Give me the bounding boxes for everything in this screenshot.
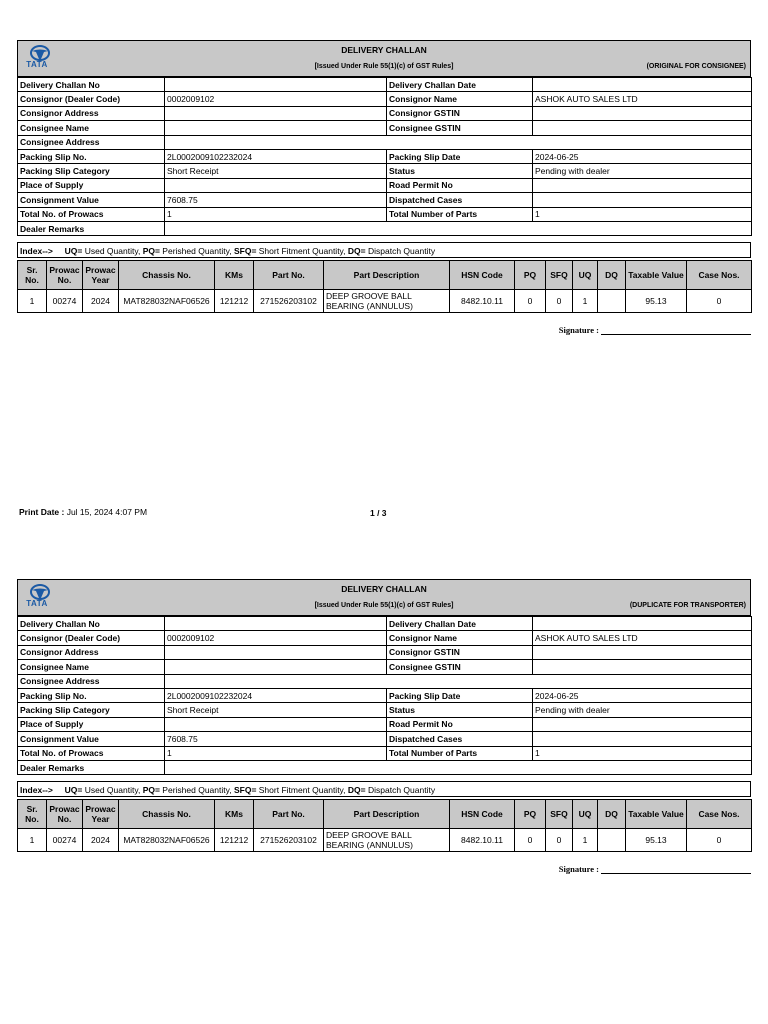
info-value: Pending with dealer: [533, 164, 752, 178]
parts-cell: 00274: [47, 829, 83, 852]
info-label: Consignor GSTIN: [387, 645, 533, 659]
info-row: [18, 92, 752, 106]
info-value: 0002009102: [165, 631, 387, 645]
info-value: [533, 645, 752, 659]
info-label: Consignee Name: [18, 121, 165, 135]
info-row: [18, 746, 752, 760]
info-row: [18, 717, 752, 731]
info-value: [165, 660, 387, 674]
parts-column-header: HSN Code: [450, 800, 515, 829]
parts-column-header: Chassis No.: [119, 800, 215, 829]
info-label: Status: [387, 164, 533, 178]
info-label: Packing Slip No.: [18, 688, 165, 702]
parts-cell: 00274: [47, 290, 83, 313]
info-value: [533, 121, 752, 135]
info-row: [18, 121, 752, 135]
info-value: Short Receipt: [165, 703, 387, 717]
info-value: ASHOK AUTO SALES LTD: [533, 631, 752, 645]
parts-column-header: Prowac Year: [83, 261, 119, 290]
info-row: [18, 688, 752, 702]
parts-column-header: Part Description: [324, 261, 450, 290]
info-label: Consignee GSTIN: [387, 660, 533, 674]
parts-column-header: KMs: [215, 800, 254, 829]
info-label: Consignee Address: [18, 674, 165, 688]
info-value: 0002009102: [165, 92, 387, 106]
info-value: [533, 78, 752, 92]
parts-cell: 121212: [215, 290, 254, 313]
info-label: Total Number of Parts: [387, 746, 533, 760]
info-row: [18, 631, 752, 645]
parts-column-header: KMs: [215, 261, 254, 290]
challan-duplicate: [17, 579, 751, 874]
info-value: [165, 617, 387, 631]
info-label: Total Number of Parts: [387, 207, 533, 221]
parts-column-header: Case Nos.: [687, 800, 752, 829]
info-value: [165, 121, 387, 135]
info-row: [18, 732, 752, 746]
info-label: Consignee Address: [18, 135, 165, 149]
info-label: Packing Slip Category: [18, 164, 165, 178]
parts-cell: DEEP GROOVE BALL BEARING (ANNULUS): [324, 829, 450, 852]
parts-column-header: Part No.: [254, 800, 324, 829]
parts-cell: DEEP GROOVE BALL BEARING (ANNULUS): [324, 290, 450, 313]
index-key: DQ=: [347, 785, 366, 796]
index-legend: [17, 242, 751, 258]
parts-column-header: UQ: [573, 261, 598, 290]
document-subtitle: [Issued Under Rule 55(1)(c) of GST Rules]: [314, 602, 454, 609]
info-value: [165, 135, 752, 149]
index-key: UQ=: [64, 785, 83, 796]
info-label: Consignee Name: [18, 660, 165, 674]
info-value: ASHOK AUTO SALES LTD: [533, 92, 752, 106]
parts-cell: 121212: [215, 829, 254, 852]
index-desc: Short Fitment Quantity,: [256, 785, 348, 796]
info-value: 2L0002009102232024: [165, 688, 387, 702]
info-value: 7608.75: [165, 193, 387, 207]
info-label: Total No. of Prowacs: [18, 746, 165, 760]
info-label: Packing Slip Date: [387, 688, 533, 702]
info-row: [18, 221, 752, 235]
info-label: Consignor Name: [387, 92, 533, 106]
challan-info-table: [17, 616, 752, 775]
info-row: [18, 207, 752, 221]
parts-column-header: Taxable Value: [626, 800, 687, 829]
parts-cell: 2024: [83, 829, 119, 852]
document-subtitle: [Issued Under Rule 55(1)(c) of GST Rules]: [314, 63, 454, 70]
info-label: Consignor (Dealer Code): [18, 92, 165, 106]
info-label: Packing Slip Category: [18, 703, 165, 717]
parts-cell: 95.13: [626, 290, 687, 313]
info-row: [18, 617, 752, 631]
copy-label: (ORIGINAL FOR CONSIGNEE): [646, 63, 746, 70]
print-date: [19, 507, 147, 517]
signature-line: [601, 326, 751, 335]
parts-column-header: PQ: [515, 261, 546, 290]
info-label: Consignment Value: [18, 193, 165, 207]
info-row: [18, 645, 752, 659]
parts-column-header: Part Description: [324, 800, 450, 829]
parts-cell: 271526203102: [254, 290, 324, 313]
info-value: 2024-06-25: [533, 149, 752, 163]
info-value: 1: [165, 746, 387, 760]
info-label: Road Permit No: [387, 717, 533, 731]
info-label: Place of Supply: [18, 178, 165, 192]
parts-column-header: Part No.: [254, 261, 324, 290]
parts-cell: 1: [18, 829, 47, 852]
info-value: 1: [533, 746, 752, 760]
challan-header: [17, 40, 751, 77]
index-prefix: Index-->: [20, 246, 53, 257]
index-desc: Short Fitment Quantity,: [256, 246, 348, 257]
index-desc: Dispatch Quantity: [365, 785, 436, 796]
parts-column-header: DQ: [598, 800, 626, 829]
parts-column-header: Taxable Value: [626, 261, 687, 290]
index-desc: Perished Quantity,: [159, 785, 234, 796]
index-key: SFQ=: [233, 246, 257, 257]
parts-cell: 0: [515, 829, 546, 852]
parts-table: [17, 799, 752, 852]
info-row: [18, 193, 752, 207]
parts-column-header: Prowac Year: [83, 800, 119, 829]
info-row: [18, 164, 752, 178]
info-label: Delivery Challan Date: [387, 617, 533, 631]
parts-column-header: PQ: [515, 800, 546, 829]
info-row: [18, 703, 752, 717]
info-value: 1: [165, 207, 387, 221]
info-row: [18, 135, 752, 149]
info-value: [533, 660, 752, 674]
parts-cell: 1: [573, 290, 598, 313]
info-value: 1: [533, 207, 752, 221]
page-number: 1 / 3: [370, 508, 387, 518]
index-key: PQ=: [142, 785, 160, 796]
info-value: [165, 221, 752, 235]
challan-header: [17, 579, 751, 616]
info-value: [165, 645, 387, 659]
parts-column-header: SFQ: [546, 800, 573, 829]
info-value: [533, 106, 752, 120]
print-date-value: Jul 15, 2024 4:07 PM: [64, 507, 148, 517]
info-row: [18, 149, 752, 163]
signature-label: Signature :: [558, 325, 599, 335]
document-title: DELIVERY CHALLAN: [341, 45, 427, 55]
parts-column-header: Case Nos.: [687, 261, 752, 290]
signature-field: [559, 325, 751, 335]
index-desc: Dispatch Quantity: [365, 246, 436, 257]
parts-column-header: SFQ: [546, 261, 573, 290]
index-desc: Perished Quantity,: [159, 246, 234, 257]
parts-cell: 0: [687, 829, 752, 852]
info-value: 7608.75: [165, 732, 387, 746]
info-value: [533, 717, 752, 731]
info-row: [18, 106, 752, 120]
parts-cell: 8482.10.11: [450, 829, 515, 852]
info-label: Packing Slip Date: [387, 149, 533, 163]
info-label: Delivery Challan No: [18, 617, 165, 631]
challan-info-table: [17, 77, 752, 236]
info-value: [165, 106, 387, 120]
info-row: [18, 660, 752, 674]
info-label: Delivery Challan Date: [387, 78, 533, 92]
info-label: Dealer Remarks: [18, 221, 165, 235]
index-key: UQ=: [64, 246, 83, 257]
index-key: SFQ=: [233, 785, 257, 796]
info-value: [165, 760, 752, 774]
print-date-label: Print Date :: [19, 507, 65, 517]
parts-table: [17, 260, 752, 313]
info-row: [18, 674, 752, 688]
parts-column-header: Sr. No.: [18, 261, 47, 290]
info-label: Road Permit No: [387, 178, 533, 192]
parts-column-header: Prowac No.: [47, 800, 83, 829]
parts-row: [18, 290, 752, 313]
index-desc: Used Quantity,: [82, 785, 143, 796]
document-title: DELIVERY CHALLAN: [341, 584, 427, 594]
info-value: [165, 674, 752, 688]
info-value: [533, 617, 752, 631]
parts-cell: 0: [515, 290, 546, 313]
info-value: [165, 178, 387, 192]
parts-cell: 271526203102: [254, 829, 324, 852]
info-value: [165, 717, 387, 731]
copy-label: (DUPLICATE FOR TRANSPORTER): [629, 602, 746, 609]
info-value: [533, 178, 752, 192]
info-label: Place of Supply: [18, 717, 165, 731]
info-label: Dealer Remarks: [18, 760, 165, 774]
parts-column-header: Sr. No.: [18, 800, 47, 829]
index-key: DQ=: [347, 246, 366, 257]
info-label: Dispatched Cases: [387, 193, 533, 207]
parts-row: [18, 829, 752, 852]
index-prefix: Index-->: [20, 785, 53, 796]
info-row: [18, 760, 752, 774]
info-label: Consignment Value: [18, 732, 165, 746]
info-value: 2L0002009102232024: [165, 149, 387, 163]
index-desc: Used Quantity,: [82, 246, 143, 257]
info-row: [18, 178, 752, 192]
info-value: [533, 732, 752, 746]
parts-cell: 1: [18, 290, 47, 313]
info-label: Delivery Challan No: [18, 78, 165, 92]
info-value: [165, 78, 387, 92]
parts-cell: 0: [546, 829, 573, 852]
index-legend: [17, 781, 751, 797]
info-label: Packing Slip No.: [18, 149, 165, 163]
info-value: Short Receipt: [165, 164, 387, 178]
signature-field: [559, 864, 751, 874]
info-value: [533, 193, 752, 207]
parts-cell: 95.13: [626, 829, 687, 852]
index-key: PQ=: [142, 246, 160, 257]
parts-cell: 0: [687, 290, 752, 313]
info-value: 2024-06-25: [533, 688, 752, 702]
parts-cell: 2024: [83, 290, 119, 313]
parts-column-header: UQ: [573, 800, 598, 829]
logo-text: TATA: [26, 60, 48, 69]
parts-cell: 1: [573, 829, 598, 852]
parts-column-header: DQ: [598, 261, 626, 290]
parts-column-header: HSN Code: [450, 261, 515, 290]
info-row: [18, 78, 752, 92]
parts-column-header: Chassis No.: [119, 261, 215, 290]
parts-cell: 8482.10.11: [450, 290, 515, 313]
info-label: Consignor Name: [387, 631, 533, 645]
info-label: Total No. of Prowacs: [18, 207, 165, 221]
parts-cell: 0: [546, 290, 573, 313]
parts-cell: [598, 829, 626, 852]
info-label: Consignee GSTIN: [387, 121, 533, 135]
parts-cell: MAT828032NAF06526: [119, 829, 215, 852]
parts-column-header: Prowac No.: [47, 261, 83, 290]
signature-label: Signature :: [558, 864, 599, 874]
info-value: Pending with dealer: [533, 703, 752, 717]
info-label: Dispatched Cases: [387, 732, 533, 746]
info-label: Consignor Address: [18, 106, 165, 120]
info-label: Consignor GSTIN: [387, 106, 533, 120]
logo-text: TATA: [26, 599, 48, 608]
challan-original: [17, 40, 751, 335]
info-label: Status: [387, 703, 533, 717]
signature-line: [601, 865, 751, 874]
parts-cell: [598, 290, 626, 313]
parts-cell: MAT828032NAF06526: [119, 290, 215, 313]
info-label: Consignor Address: [18, 645, 165, 659]
info-label: Consignor (Dealer Code): [18, 631, 165, 645]
